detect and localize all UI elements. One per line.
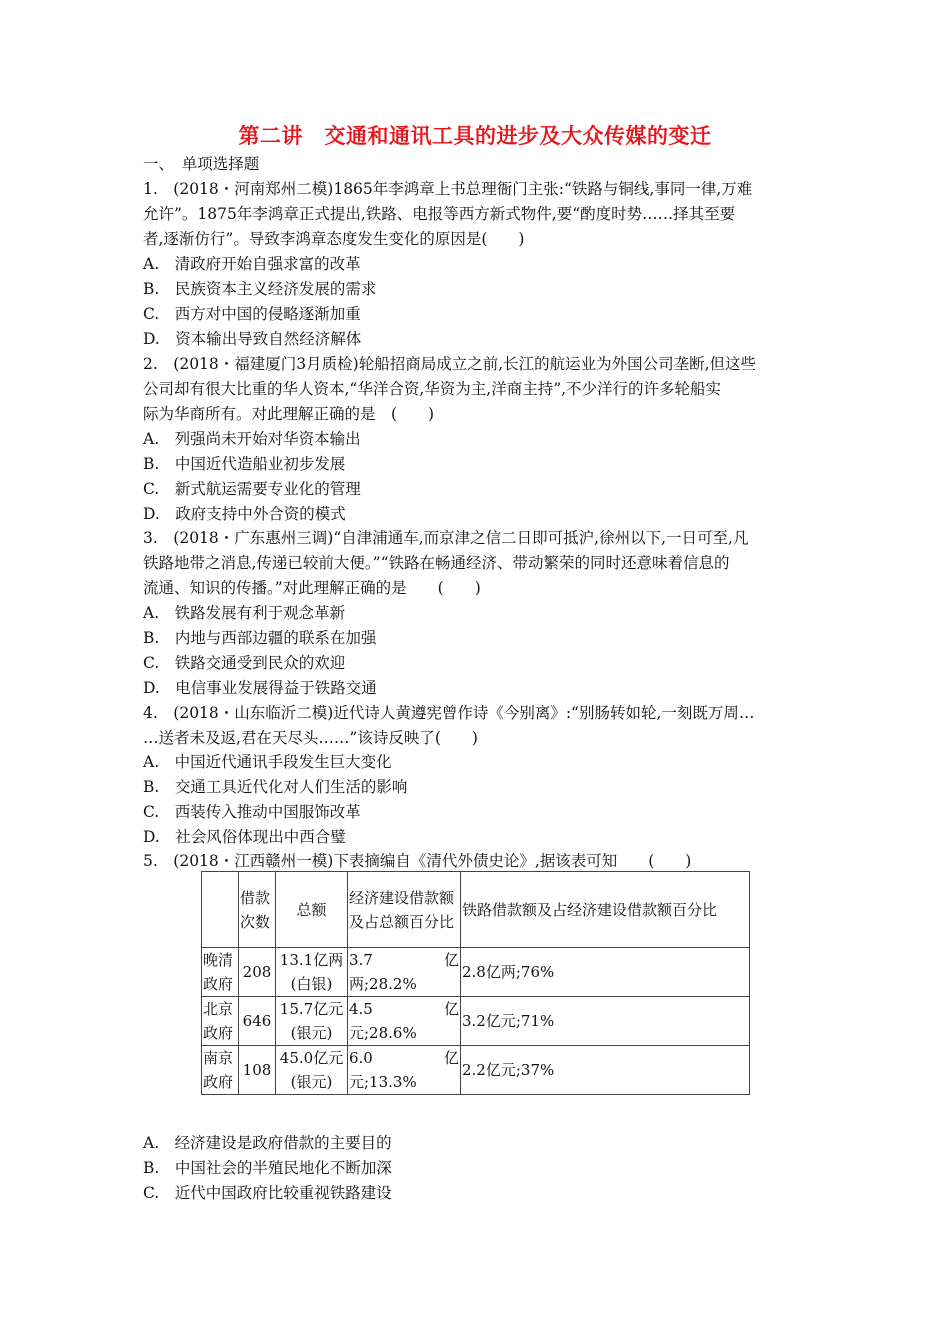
q1-stem-line: 允许”。1875年李鸿章正式提出,铁路、电报等西方新式物件,要“酌度时势……择其至要 [143,205,736,223]
q2-stem-line: 公司却有很大比重的华人资本,“华洋合资,华资为主,洋商主持”,不少洋行的许多轮船实 [143,380,722,398]
table-cell-government: 晚清政府 [202,948,239,997]
table-cell-text: 4.5 [349,1000,373,1018]
q3-stem-line: 3. (2018・广东惠州三调)“自津浦通车,而京津之信二日即可抵沪,徐州以下,一日可至,凡 [143,529,749,547]
table-cell-railway: 2.8亿两;76% [461,948,750,997]
table-cell-text: 元;28.6% [349,1024,417,1042]
table-cell-count: 108 [239,1046,276,1095]
table-cell-government: 北京政府 [202,997,239,1046]
table-cell-railway: 3.2亿元;71% [461,997,750,1046]
section-heading: 一、 单项选择题 [143,155,260,173]
table-cell-text: 亿 [443,1000,459,1018]
q3-option-c: C. 铁路交通受到民众的欢迎 [143,654,346,672]
table-header-cell: 总额 [276,872,348,948]
q2-option-b: B. 中国近代造船业初步发展 [143,455,346,473]
q5-option-b: B. 中国社会的半殖民地化不断加深 [143,1159,392,1177]
q4-option-b: B. 交通工具近代化对人们生活的影响 [143,778,408,796]
q1-option-c: C. 西方对中国的侵略逐渐加重 [143,305,361,323]
table-cell-government: 南京政府 [202,1046,239,1095]
q3-option-a: A. 铁路发展有利于观念革新 [143,604,346,622]
table-header-cell [202,872,239,948]
table-cell-text: 6.0 [349,1049,373,1067]
table-cell-economic [348,997,461,1046]
table-cell-text: 亿 [443,1049,459,1067]
q4-option-c: C. 西装传入推动中国服饰改革 [143,803,361,821]
table-header-cell: 经济建设借款额及占总额百分比 [348,872,461,948]
table-header-row [202,872,750,948]
q2-option-a: A. 列强尚未开始对华资本输出 [143,430,361,448]
q5-option-c: C. 近代中国政府比较重视铁路建设 [143,1184,392,1202]
q2-option-d: D. 政府支持中外合资的模式 [143,505,346,523]
table-cell-text: 两;28.2% [349,975,417,993]
table-cell-text: 3.7 [349,951,373,969]
q3-stem-line: 铁路地带之消息,传递已较前大便。”“铁路在畅通经济、带动繁荣的同时还意味着信息的 [143,554,730,572]
table-header-cell: 铁路借款额及占经济建设借款额百分比 [461,872,750,948]
q2-option-c: C. 新式航运需要专业化的管理 [143,480,361,498]
q5-option-a: A. 经济建设是政府借款的主要目的 [143,1134,392,1152]
q1-option-d: D. 资本输出导致自然经济解体 [143,330,362,348]
foreign-debt-table [201,871,750,1095]
q4-stem-line: 4. (2018・山东临沂二模)近代诗人黄遵宪曾作诗《今别离》:“别肠转如轮,一刻既万周… [143,704,755,722]
table-cell-economic [348,1046,461,1095]
q2-stem-line: 际为华商所有。对此理解正确的是 ( ) [143,405,435,423]
table-row [202,997,750,1046]
q3-option-d: D. 电信事业发展得益于铁路交通 [143,679,377,697]
q5-stem-line: 5. (2018・江西赣州一模)下表摘编自《清代外债史论》,据该表可知 ( ) [143,852,692,870]
table-cell-railway: 2.2亿元;37% [461,1046,750,1095]
q4-option-d: D. 社会风俗体现出中西合璧 [143,828,346,846]
table-cell-total: 13.1亿两(白银) [276,948,348,997]
table-cell-text: 元;13.3% [349,1073,417,1091]
table-cell-economic [348,948,461,997]
page-title: 第二讲 交通和通讯工具的进步及大众传媒的变迁 [238,124,712,148]
q1-stem-line: 者,逐渐仿行”。导致李鸿章态度发生变化的原因是( ) [143,230,525,248]
q4-stem-line: …送者未及返,君在天尽头……”该诗反映了( ) [143,729,478,747]
q4-option-a: A. 中国近代通讯手段发生巨大变化 [143,753,392,771]
table-row [202,1046,750,1095]
table-cell-count: 208 [239,948,276,997]
q3-option-b: B. 内地与西部边疆的联系在加强 [143,629,377,647]
table-cell-count: 646 [239,997,276,1046]
q3-stem-line: 流通、知识的传播。”对此理解正确的是 ( ) [143,579,481,597]
q1-option-b: B. 民族资本主义经济发展的需求 [143,280,377,298]
table-cell-total: 15.7亿元(银元) [276,997,348,1046]
q1-stem-line: 1. (2018・河南郑州二模)1865年李鸿章上书总理衙门主张:“铁路与铜线,事同一律,万难 [143,180,753,198]
table-cell-text: 亿 [443,951,459,969]
q2-stem-line: 2. (2018・福建厦门3月质检)轮船招商局成立之前,长江的航运业为外国公司垄断,但这些 [143,355,757,373]
table-cell-total: 45.0亿元(银元) [276,1046,348,1095]
table-header-cell: 借款次数 [239,872,276,948]
table-row [202,948,750,997]
q1-option-a: A. 清政府开始自强求富的改革 [143,255,361,273]
